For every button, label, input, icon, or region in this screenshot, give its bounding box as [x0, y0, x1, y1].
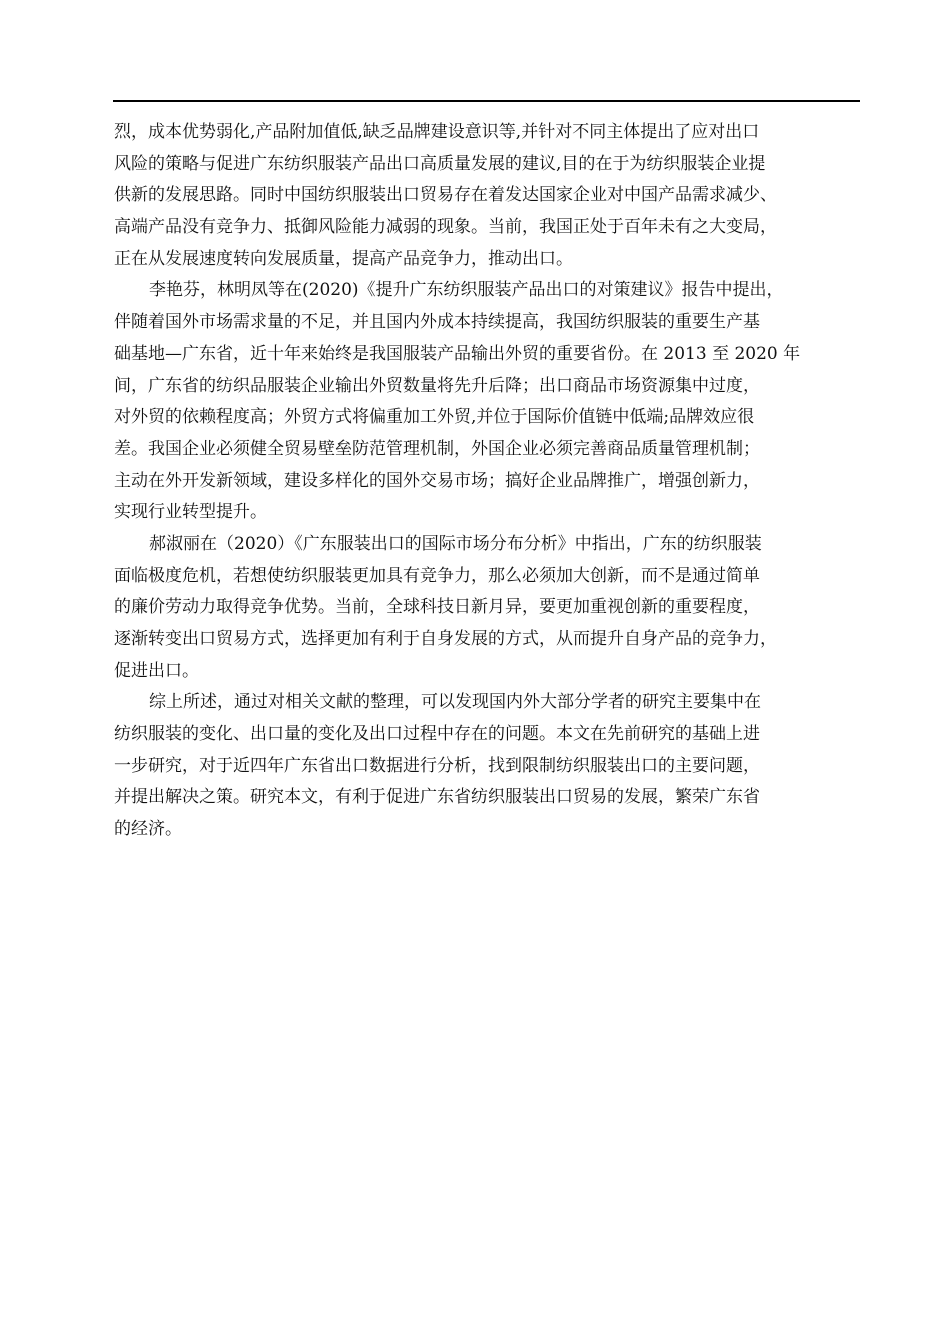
- text-line: 的经济。: [114, 819, 182, 840]
- text-line: 差。我国企业必须健全贸易壁垒防范管理机制，外国企业必须完善商品质量管理机制；: [114, 438, 760, 459]
- paragraph-continuation: [114, 117, 864, 275]
- text-line: 李艳芬，林明凤等在(2020)《提升广东纺织服装产品出口的对策建议》报告中提出，: [149, 280, 784, 301]
- text-line: 逐渐转变出口贸易方式，选择更加有利于自身发展的方式，从而提升自身产品的竞争力，: [114, 629, 777, 649]
- paragraph-summary: [114, 687, 864, 845]
- text-line: 实现行业转型提升。: [114, 502, 267, 523]
- text-line: 烈，成本优势弱化,产品附加值低,缺乏品牌建设意识等,并针对不同主体提出了应对出口: [114, 122, 760, 142]
- text-line: 供新的发展思路。同时中国纺织服装出口贸易存在着发达国家企业对中国产品需求减少、: [114, 185, 777, 206]
- text-line: 对外贸的依赖程度高；外贸方式将偏重加工外贸,并位于国际价值链中低端;品牌效应很: [114, 407, 755, 428]
- text-line: 一步研究，对于近四年广东省出口数据进行分析，找到限制纺织服装出口的主要问题，: [114, 755, 760, 776]
- text-line: 纺织服装的变化、出口量的变化及出口过程中存在的问题。本文在先前研究的基础上进: [114, 724, 760, 745]
- paragraph-li-yanfen: [114, 275, 864, 529]
- text-line: 风险的策略与促进广东纺织服装产品出口高质量发展的建议,目的在于为纺织服装企业提: [114, 153, 766, 174]
- text-line: 的廉价劳动力取得竞争优势。当前，全球科技日新月异，要更加重视创新的重要程度，: [114, 597, 760, 618]
- text-line: 高端产品没有竞争力、抵御风险能力减弱的现象。当前，我国正处于百年未有之大变局，: [114, 217, 777, 238]
- text-line: 主动在外开发新领域，建设多样化的国外交易市场；搞好企业品牌推广，增强创新力，: [114, 470, 760, 491]
- text-line: 础基地—广东省，近十年来始终是我国服装产品输出外贸的重要省份。在 2013 至 2020 年: [114, 343, 801, 364]
- text-line: 面临极度危机，若想使纺织服装更加具有竞争力，那么必须加大创新，而不是通过简单: [114, 565, 760, 586]
- text-line: 综上所述，通过对相关文献的整理，可以发现国内外大部分学者的研究主要集中在: [149, 692, 761, 713]
- text-line: 正在从发展速度转向发展质量，提高产品竞争力，推动出口。: [114, 248, 573, 269]
- text-line: 促进出口。: [114, 660, 199, 681]
- text-line: 并提出解决之策。研究本文，有利于促进广东省纺织服装出口贸易的发展，繁荣广东省: [114, 787, 760, 808]
- paragraph-hao-shuli: [114, 529, 864, 687]
- text-line: 间，广东省的纺织品服装企业输出外贸数量将先升后降；出口商品市场资源集中过度，: [114, 375, 760, 396]
- text-line: 伴随着国外市场需求量的不足，并且国内外成本持续提高，我国纺织服装的重要生产基: [114, 312, 760, 333]
- header-rule: [113, 100, 860, 102]
- text-line: 郝淑丽在（2020）《广东服装出口的国际市场分布分析》中指出，广东的纺织服装: [149, 533, 762, 554]
- body-text: [114, 117, 864, 846]
